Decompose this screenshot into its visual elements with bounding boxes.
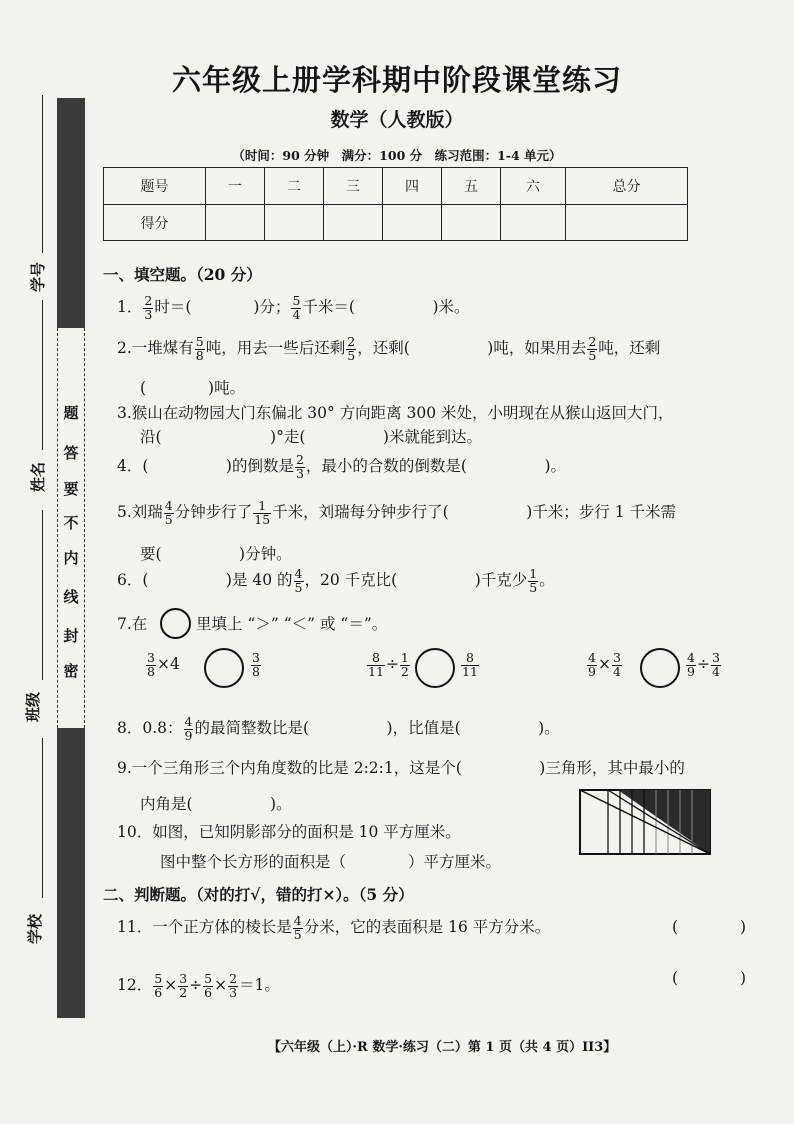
question-6: 6．( )是 40 的 $\frac{4}{5}$ ，20 千克比( )千克少 $\frac{1}{5}$ 。 [117, 566, 555, 595]
class-line [42, 510, 43, 680]
question-3: 3.猴山在动物园大门东偏北 30° 方向距离 300 米处，小明现在从猴山返回大门， [117, 404, 674, 422]
question-8: 8．0.8： $\frac{4}{9}$ 的最简整数比是( )，比值是( )。 [117, 714, 560, 743]
score-col: 六 [501, 168, 566, 205]
name-label: 姓名 [29, 461, 47, 492]
exam-info: （时间：90 分钟 满分：100 分 练习范围：1-4 单元） [232, 148, 562, 163]
question-11: 11．一个正方体的棱长是 $\frac{4}{5}$ 分米，它的表面积是 16 平方分米。 [117, 913, 551, 942]
class-label: 班级 [24, 691, 42, 722]
seal-char: 封 [63, 627, 79, 645]
score-cell[interactable] [383, 205, 442, 241]
page-title: 六年级上册学科期中阶段课堂练习 [171, 63, 622, 97]
seal-char: 不 [63, 514, 79, 532]
binding-strip-bottom [57, 728, 85, 1018]
seal-char: 要 [63, 480, 79, 498]
answer-paren-12[interactable]: ( ) [672, 969, 747, 987]
score-col: 一 [206, 168, 265, 205]
score-col: 二 [265, 168, 324, 205]
score-cell[interactable] [206, 205, 265, 241]
score-col: 三 [324, 168, 383, 205]
school-label: 学校 [26, 913, 44, 944]
compare-result-3: $\frac{4}{9}$ ÷ $\frac{3}{4}$ [687, 650, 720, 679]
question-12: 12． $\frac{5}{6}$ × $\frac{3}{2}$ ÷ $\frac{5}{6}$ × $\frac{2}{3}$ ＝1。 [117, 971, 280, 1000]
page-subtitle: 数学（人教版） [330, 109, 464, 131]
score-row-label: 得分 [104, 205, 206, 241]
score-cell[interactable] [442, 205, 501, 241]
student-id-label: 学号 [29, 261, 47, 292]
answer-circle[interactable] [160, 608, 191, 639]
question-5-line-2: 要( )分钟。 [140, 545, 292, 563]
compare-circle-2[interactable] [415, 648, 455, 688]
score-col: 四 [383, 168, 442, 205]
seal-char: 内 [63, 549, 79, 567]
question-10: 10．如图，已知阴影部分的面积是 10 平方厘米。 [117, 823, 461, 841]
score-table-header: 题号 [104, 168, 206, 205]
seal-char: 密 [63, 662, 79, 680]
question-2-line-2: ( )吨。 [140, 379, 246, 397]
question-1: 1． $\frac{2}{3}$ 时＝( )分； $\frac{5}{4}$ 千米＝( )米。 [117, 293, 470, 322]
score-cell[interactable] [501, 205, 566, 241]
question-10-line-2: 图中整个长方形的面积是（ ）平方厘米。 [160, 853, 502, 871]
score-col: 五 [442, 168, 501, 205]
question-7-lead: 7.在 [117, 615, 148, 633]
question-9: 9.一个三角形三个内角度数的比是 2:2:1，这是个( )三角形，其中最小的 [117, 759, 685, 777]
binding-strip-top [57, 98, 85, 328]
score-total-header: 总分 [566, 168, 688, 205]
seal-char: 题 [63, 404, 79, 422]
school-line [42, 738, 43, 898]
question-3-line-2: 沿( )°走( )米就能到达。 [140, 428, 482, 446]
seal-char: 线 [63, 588, 79, 606]
answer-paren-11[interactable]: ( ) [672, 918, 747, 936]
compare-expression-1: $\frac{3}{8}$ ×4 [147, 650, 180, 679]
score-table [103, 167, 688, 241]
score-cell[interactable] [324, 205, 383, 241]
seal-char: 答 [63, 444, 79, 462]
question-4: 4．( )的倒数是 $\frac{2}{3}$ ，最小的合数的倒数是( )。 [117, 452, 567, 481]
rectangle-shaded-figure [578, 788, 712, 856]
section-heading-fill-blank: 一、填空题。（20 分） [103, 265, 262, 284]
question-9-line-2: 内角是( )。 [140, 795, 292, 813]
question-7: 里填上 “＞” “＜” 或 “＝”。 [196, 615, 388, 633]
score-total-cell[interactable] [566, 205, 688, 241]
compare-result-1: $\frac{3}{8}$ [252, 650, 260, 679]
score-cell[interactable] [265, 205, 324, 241]
section-heading-true-false: 二、判断题。（对的打√，错的打×）。（5 分） [103, 885, 414, 904]
page-footer: 【六年级（上）·R 数学·练习（二）第 1 页（共 4 页）II3】 [268, 1040, 617, 1055]
compare-result-2: $\frac{8}{11}$ [462, 650, 478, 679]
name-line [42, 300, 43, 450]
compare-expression-3: $\frac{4}{9}$ × $\frac{3}{4}$ [588, 650, 621, 679]
question-2: 2.一堆煤有 $\frac{5}{8}$ 吨，用去一些后还剩 $\frac{2}{5}$ ，还剩( )吨，如果用去 $\frac{2}{5}$ 吨，还剩 [117, 334, 661, 363]
compare-circle-3[interactable] [640, 648, 680, 688]
compare-circle-1[interactable] [204, 648, 244, 688]
compare-expression-2: $\frac{8}{11}$ ÷ $\frac{1}{2}$ [368, 650, 409, 679]
question-5: 5.刘瑞 $\frac{4}{5}$ 分钟步行了 $\frac{1}{15}$ 千米，刘瑞每分钟步行了( )千米；步行 1 千米需 [117, 498, 676, 527]
